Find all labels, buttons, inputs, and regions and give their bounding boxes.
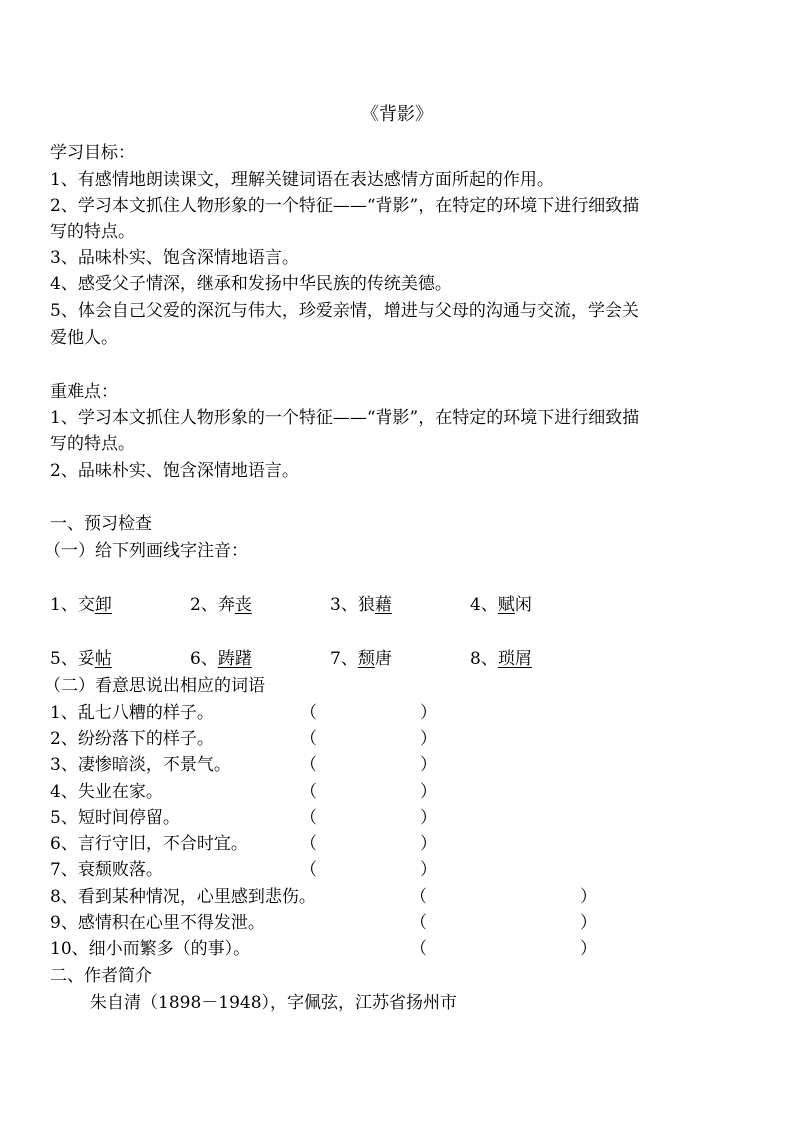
vocab-item: 1、乱七八糟的样子。 bbox=[50, 703, 214, 723]
objective-item: 写的特点。 bbox=[50, 222, 135, 242]
key-point-item: 1、学习本文抓住人物形象的一个特征——“背影”，在特定的环境下进行细致描 bbox=[50, 408, 640, 428]
answer-open-paren: （ bbox=[300, 729, 317, 749]
pinyin-item: 2、奔丧 bbox=[190, 595, 252, 615]
section1-heading: 一、预习检查 bbox=[50, 514, 152, 534]
answer-open-paren: （ bbox=[300, 860, 317, 880]
part1-heading: （一）给下列画线字注音： bbox=[44, 541, 248, 561]
pinyin-item: 1、交卸 bbox=[50, 595, 112, 615]
answer-close-paren: ） bbox=[420, 834, 437, 854]
answer-open-paren: （ bbox=[300, 782, 317, 802]
answer-open-paren: （ bbox=[410, 913, 427, 933]
objective-item: 1、有感情地朗读课文，理解关键词语在表达感情方面所起的作用。 bbox=[50, 170, 554, 190]
pinyin-item: 5、妥帖 bbox=[50, 649, 112, 669]
objective-item: 2、学习本文抓住人物形象的一个特征——“背影”，在特定的环境下进行细致描 bbox=[50, 196, 640, 216]
key-point-item: 写的特点。 bbox=[50, 434, 135, 454]
objective-item: 爱他人。 bbox=[50, 328, 118, 348]
pinyin-item: 6、踌躇 bbox=[190, 649, 252, 669]
vocab-item: 7、衰颓败落。 bbox=[50, 860, 163, 880]
key-points-heading: 重难点： bbox=[50, 382, 118, 402]
vocab-item: 8、看到某种情况，心里感到悲伤。 bbox=[50, 887, 316, 907]
objective-item: 4、感受父子情深，继承和发扬中华民族的传统美德。 bbox=[50, 274, 452, 294]
objectives-heading: 学习目标： bbox=[50, 143, 135, 163]
vocab-item: 2、纷纷落下的样子。 bbox=[50, 729, 214, 749]
answer-open-paren: （ bbox=[300, 808, 317, 828]
vocab-item: 4、失业在家。 bbox=[50, 782, 163, 802]
answer-open-paren: （ bbox=[410, 939, 427, 959]
pinyin-item: 4、赋闲 bbox=[470, 595, 532, 615]
answer-open-paren: （ bbox=[300, 703, 317, 723]
key-point-item: 2、品味朴实、饱含深情地语言。 bbox=[50, 461, 299, 481]
vocab-item: 3、凄惨暗淡，不景气。 bbox=[50, 755, 231, 775]
vocab-item: 10、细小而繁多（的事）。 bbox=[50, 939, 251, 959]
answer-close-paren: ） bbox=[420, 729, 437, 749]
pinyin-item: 3、狼藉 bbox=[330, 595, 392, 615]
answer-open-paren: （ bbox=[300, 834, 317, 854]
vocab-item: 5、短时间停留。 bbox=[50, 808, 180, 828]
section2-heading: 二、作者简介 bbox=[50, 966, 152, 986]
answer-close-paren: ） bbox=[420, 782, 437, 802]
answer-close-paren: ） bbox=[420, 755, 437, 775]
vocab-item: 6、言行守旧，不合时宜。 bbox=[50, 834, 248, 854]
answer-open-paren: （ bbox=[410, 887, 427, 907]
answer-open-paren: （ bbox=[300, 755, 317, 775]
part2-heading: （二）看意思说出相应的词语 bbox=[44, 676, 265, 696]
page-title: 《背影》 bbox=[361, 104, 433, 125]
answer-close-paren: ） bbox=[580, 887, 597, 907]
answer-close-paren: ） bbox=[420, 703, 437, 723]
author-intro-text: 朱自清（1898－1948），字佩弦，江苏省扬州市 bbox=[90, 993, 458, 1013]
objective-item: 3、品味朴实、饱含深情地语言。 bbox=[50, 248, 299, 268]
answer-close-paren: ） bbox=[420, 860, 437, 880]
vocab-item: 9、感情积在心里不得发泄。 bbox=[50, 913, 265, 933]
answer-close-paren: ） bbox=[580, 939, 597, 959]
answer-close-paren: ） bbox=[580, 913, 597, 933]
answer-close-paren: ） bbox=[420, 808, 437, 828]
pinyin-item: 8、琐屑 bbox=[470, 649, 532, 669]
objective-item: 5、体会自己父爱的深沉与伟大，珍爱亲情，增进与父母的沟通与交流，学会关 bbox=[50, 301, 639, 321]
pinyin-item: 7、颓唐 bbox=[330, 649, 392, 669]
